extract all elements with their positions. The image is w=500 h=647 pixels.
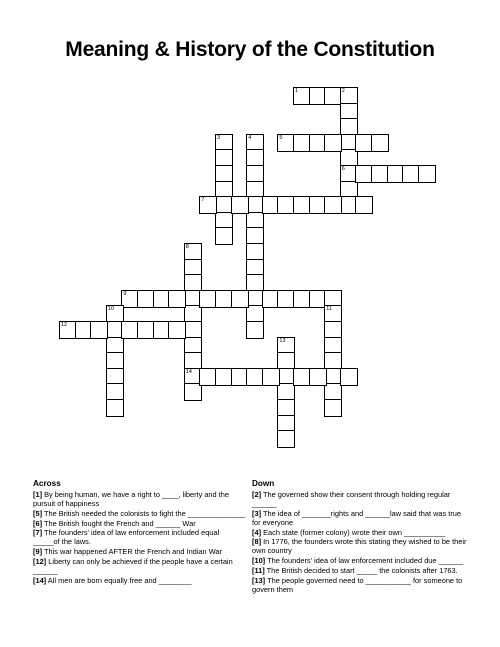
clue-item <box>252 576 468 594</box>
clue-number: [9] <box>33 547 43 557</box>
clue-number-label: 11 <box>326 306 332 313</box>
clue-number: [4] <box>252 527 262 537</box>
clue-item <box>33 509 247 518</box>
crossword-cell[interactable] <box>90 321 108 339</box>
clue-text: The founders' idea of law enforcement included equal _____of the laws. <box>33 528 220 547</box>
clue-item <box>252 537 468 555</box>
clue-number-label: 2 <box>341 88 345 94</box>
clue-number: [13] <box>252 575 266 585</box>
clue-number-label: 6 <box>341 166 345 172</box>
clue-text: In 1776, the founders wrote this stating they wished to be their own country <box>252 537 467 556</box>
clue-item <box>252 528 468 537</box>
clue-text: Liberty can only be achieved if the people have a certain ______ <box>33 556 233 575</box>
crossword-cell[interactable] <box>184 383 202 401</box>
down-clue-list <box>252 490 468 594</box>
clue-number-label: 1 <box>295 88 299 94</box>
crossword-cell[interactable] <box>231 196 249 214</box>
puzzle-title: Meaning & History of the Constitution <box>65 38 435 61</box>
clue-number: [1] <box>33 490 43 500</box>
crossword-cell[interactable] <box>231 290 249 308</box>
clue-number: [5] <box>33 508 43 518</box>
clue-text: All men are born equally free and ________ <box>46 575 192 585</box>
clue-number-label: 5 <box>279 134 283 141</box>
clue-number-label: 3 <box>217 134 221 141</box>
crossword-cell[interactable] <box>106 399 124 417</box>
clue-number-label: 10 <box>107 306 114 313</box>
clue-text: The governed show their consent through holding regular ______ <box>252 490 451 509</box>
crossword-cell[interactable] <box>168 290 186 308</box>
clue-number-label: 7 <box>201 197 205 204</box>
clue-number-label: 4 <box>248 134 252 141</box>
crossword-cell[interactable] <box>277 430 295 448</box>
clue-number: [10] <box>252 556 266 566</box>
crossword-cell[interactable] <box>324 134 342 152</box>
crossword-cell[interactable] <box>199 196 217 214</box>
crossword-cell[interactable] <box>246 321 264 339</box>
crossword-cell[interactable] <box>324 399 342 417</box>
across-clue-list <box>33 490 247 585</box>
crossword-cell[interactable] <box>309 368 327 386</box>
clue-item <box>33 519 247 528</box>
clue-number-label: 9 <box>123 290 127 297</box>
clue-number-label: 13 <box>279 337 286 344</box>
clue-number: [12] <box>33 556 47 566</box>
across-clues <box>33 479 247 585</box>
clue-number: [14] <box>33 575 47 585</box>
clue-number: [3] <box>252 508 262 518</box>
clue-number-label: 12 <box>61 322 68 328</box>
across-heading: Across <box>33 479 61 488</box>
clue-text: The British fought the French and ______ War <box>42 518 196 528</box>
crossword-cell[interactable] <box>262 368 280 386</box>
clue-number: [11] <box>252 565 265 575</box>
clue-text: By being human, we have a right to ____, liberty and the pursuit of happiness <box>33 490 229 509</box>
clue-item <box>252 509 468 527</box>
crossword-cell[interactable] <box>215 227 233 245</box>
clue-item <box>33 576 247 585</box>
clue-text: The founders' idea of law enforcement included due ______ <box>265 556 464 566</box>
crossword-cell[interactable] <box>418 165 436 183</box>
down-clues <box>252 479 468 594</box>
crossword-cell[interactable] <box>371 134 389 152</box>
crossword-cell[interactable] <box>168 321 186 339</box>
clue-item <box>33 557 247 575</box>
clue-number: [2] <box>252 490 262 500</box>
clue-number: [8] <box>252 537 262 547</box>
clue-item <box>33 547 247 556</box>
clue-item <box>252 566 468 575</box>
clue-item <box>33 528 247 546</box>
crossword-cell[interactable] <box>324 196 342 214</box>
clue-number: [6] <box>33 518 43 528</box>
clue-item <box>33 490 247 508</box>
down-heading: Down <box>252 479 275 488</box>
crossword-cell[interactable] <box>340 368 358 386</box>
clue-item <box>252 490 468 508</box>
clue-number: [7] <box>33 528 43 538</box>
clue-text: The people governed need to ___________ for someone to govern them <box>252 575 463 594</box>
clue-text: The idea of _______rights and ______law said that was true for everyone <box>252 508 462 527</box>
clue-text: Each state (former colony) wrote their own __________ <box>261 527 446 537</box>
clue-text: The British needed the colonists to fight the ______________ <box>42 508 246 518</box>
clue-number-label: 14 <box>185 368 192 375</box>
clue-number-label: 8 <box>185 244 189 250</box>
crossword-cell[interactable] <box>355 196 373 214</box>
clue-text: The British decided to start _____ the colonists after 1763. <box>264 565 458 575</box>
clue-text: This war happened AFTER the French and Indian War <box>42 547 222 557</box>
clue-item <box>252 556 468 565</box>
